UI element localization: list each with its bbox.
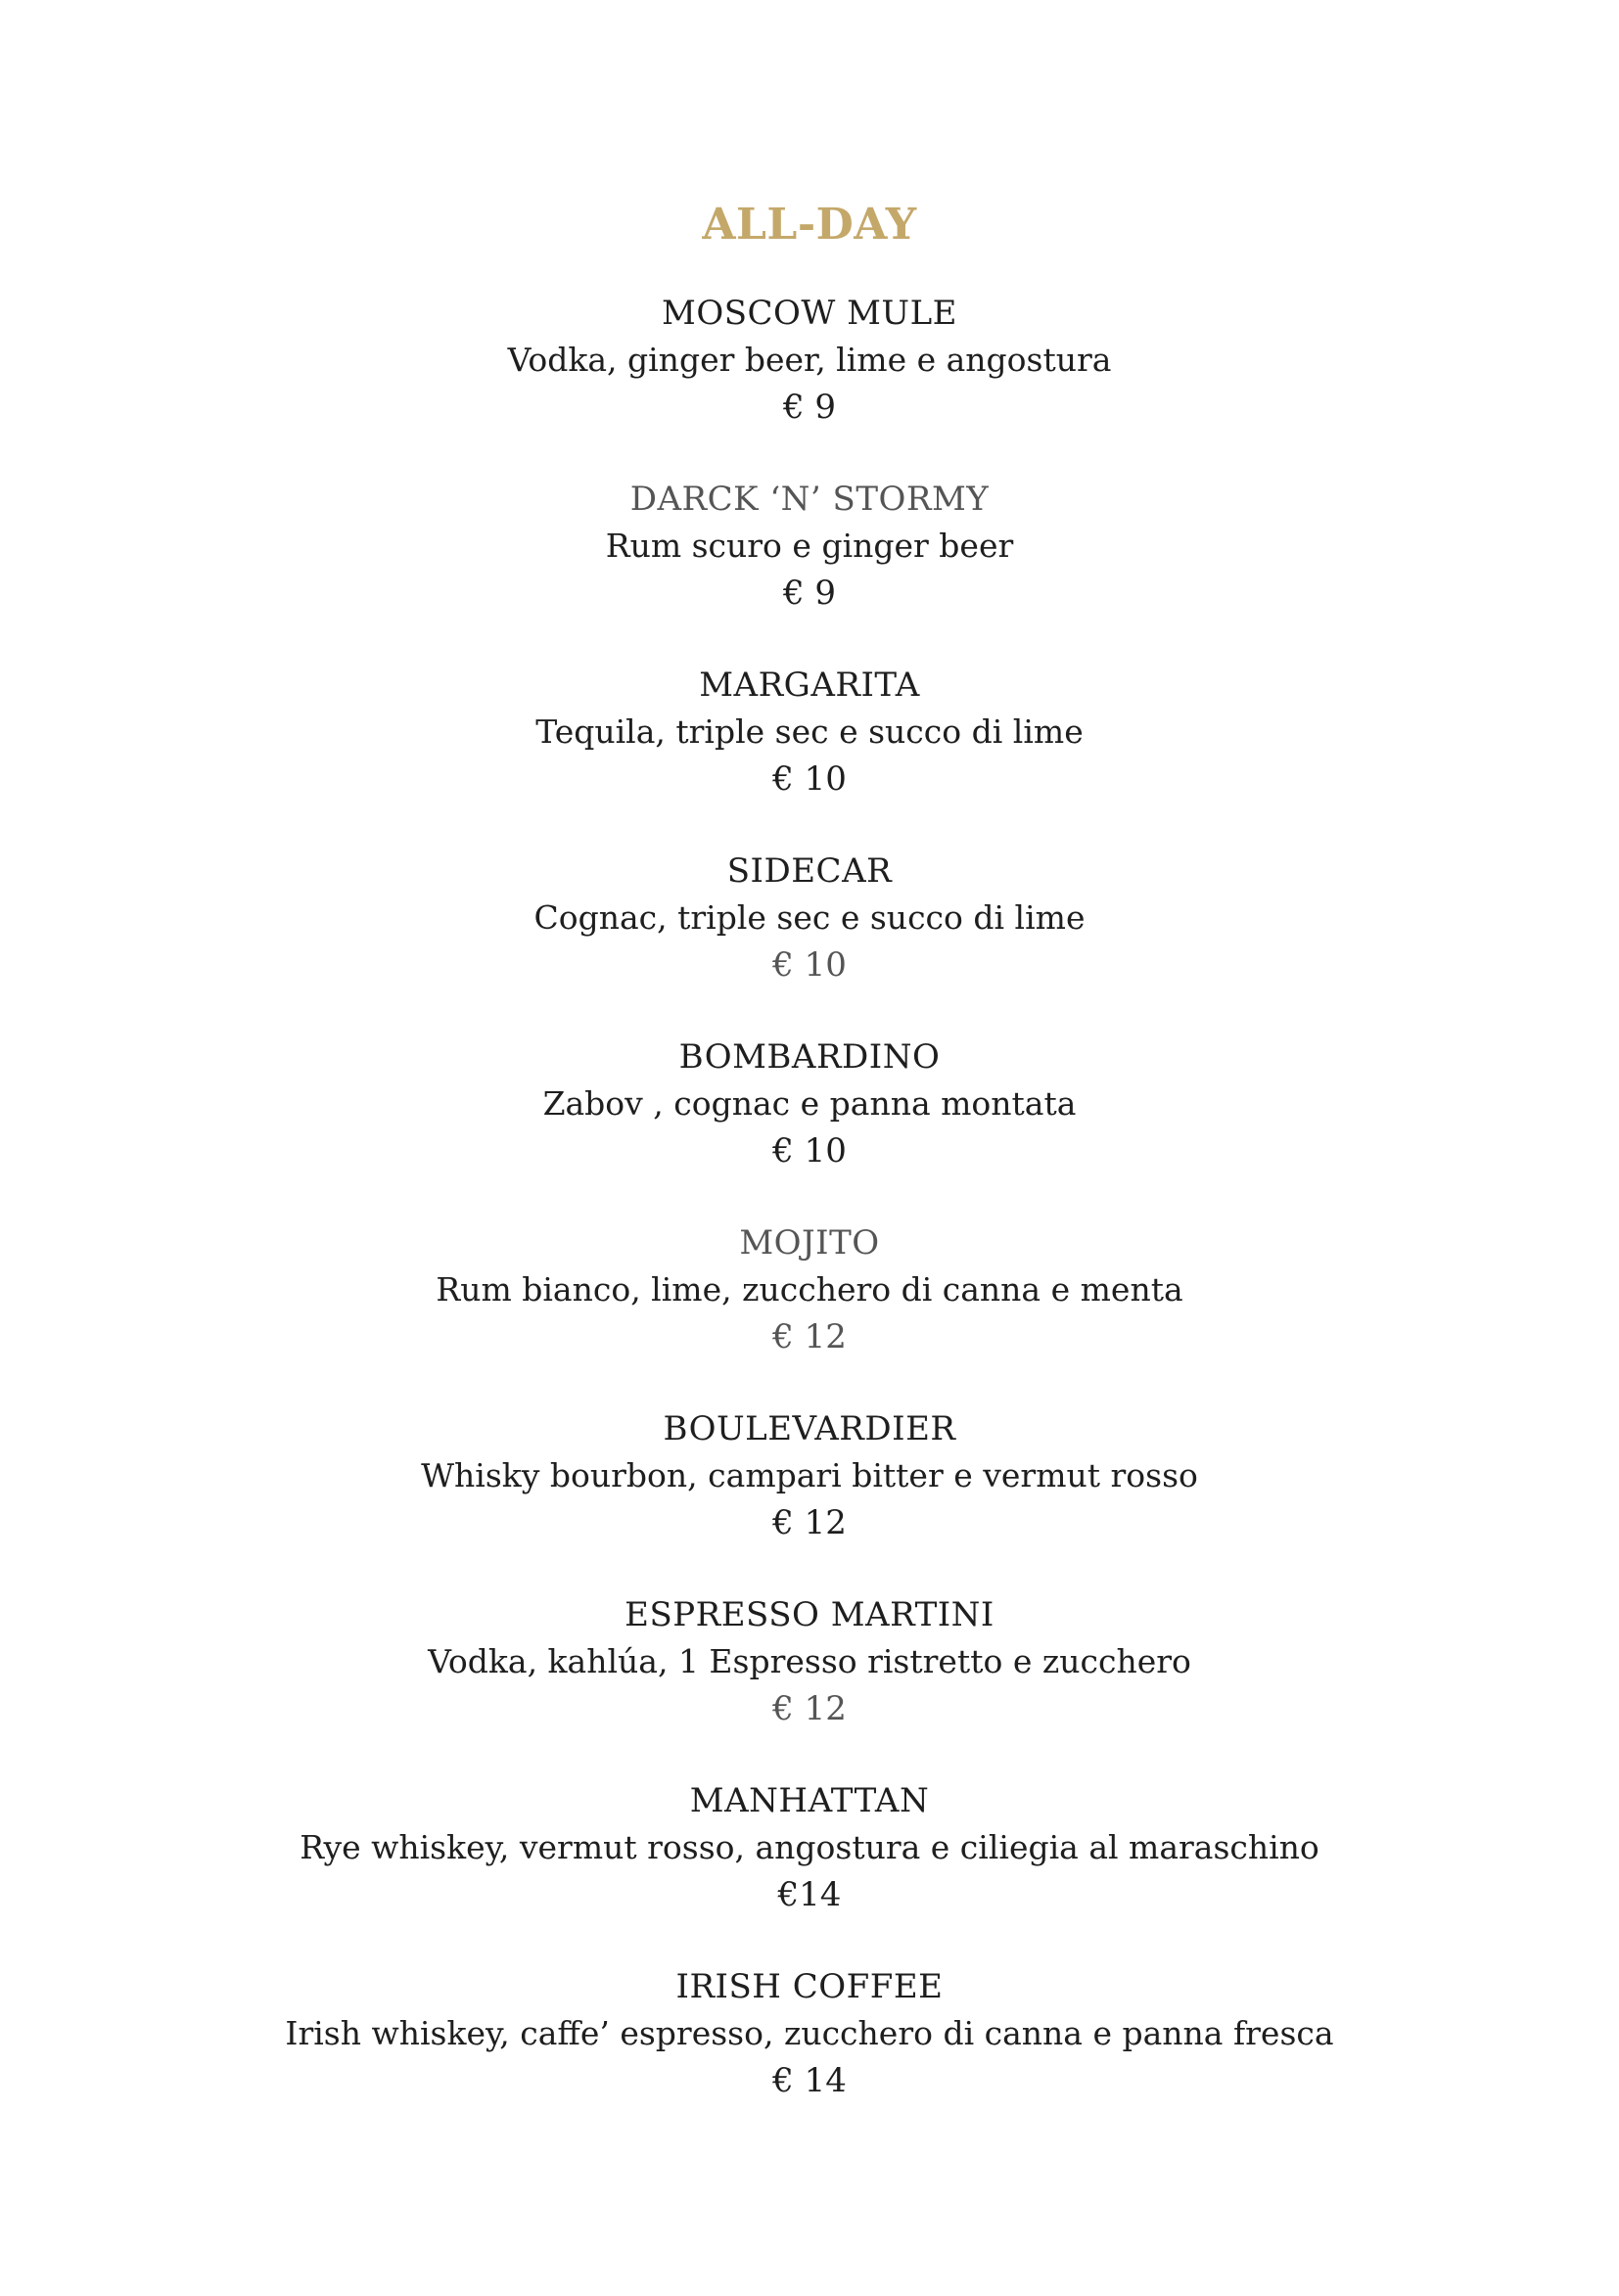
item-description: Cognac, triple sec e succo di lime [533,898,1086,937]
item-price: € 10 [772,945,847,985]
item-description: Rum bianco, lime, zucchero di canna e menta [436,1270,1183,1309]
item-description: Rum scuro e ginger beer [605,527,1014,565]
item-description: Vodka, kahlúa, 1 Espresso ristretto e zucchero [428,1642,1191,1680]
item-description: Tequila, triple sec e succo di lime [535,712,1084,751]
menu-item [0,1591,1619,1777]
item-price: € 10 [772,1131,847,1171]
item-name: MOJITO [739,1223,880,1263]
item-description: Whisky bourbon, campari bitter e vermut rosso [421,1456,1198,1494]
item-name: DARCK ‘N’ STORMY [629,480,990,519]
item-price: € 14 [772,2061,847,2100]
menu-item [0,848,1619,1033]
item-price: € 12 [772,1689,847,1728]
menu-item [0,1777,1619,1963]
menu-item [0,1033,1619,1219]
item-price: € 12 [772,1503,847,1542]
item-description: Vodka, ginger beer, lime e angostura [507,341,1112,379]
item-name: MARGARITA [699,666,920,705]
item-price: € 9 [782,388,837,427]
menu-item [0,1963,1619,2149]
item-description: Irish whiskey, caffe’ espresso, zucchero di canna e panna fresca [285,2014,1334,2052]
menu-item [0,1405,1619,1591]
item-price: € 10 [772,759,847,799]
item-name: BOULEVARDIER [663,1409,956,1448]
item-price: €14 [777,1875,842,1914]
item-description: Zabov , cognac e panna montata [542,1084,1077,1123]
item-name: IRISH COFFEE [675,1967,944,2006]
item-name: ESPRESSO MARTINI [624,1595,995,1634]
item-name: BOMBARDINO [678,1037,941,1077]
item-price: € 9 [782,574,837,613]
section-title: ALL-DAY [702,200,917,250]
item-description: Rye whiskey, vermut rosso, angostura e ciliegia al maraschino [300,1828,1319,1866]
item-price: € 12 [772,1317,847,1356]
item-name: MOSCOW MULE [662,294,957,333]
menu-item [0,476,1619,662]
item-name: MANHATTAN [689,1781,930,1820]
menu-item [0,1219,1619,1405]
menu-item [0,662,1619,848]
item-name: SIDECAR [726,851,893,891]
cocktail-list [0,290,1619,2149]
menu-item [0,290,1619,476]
